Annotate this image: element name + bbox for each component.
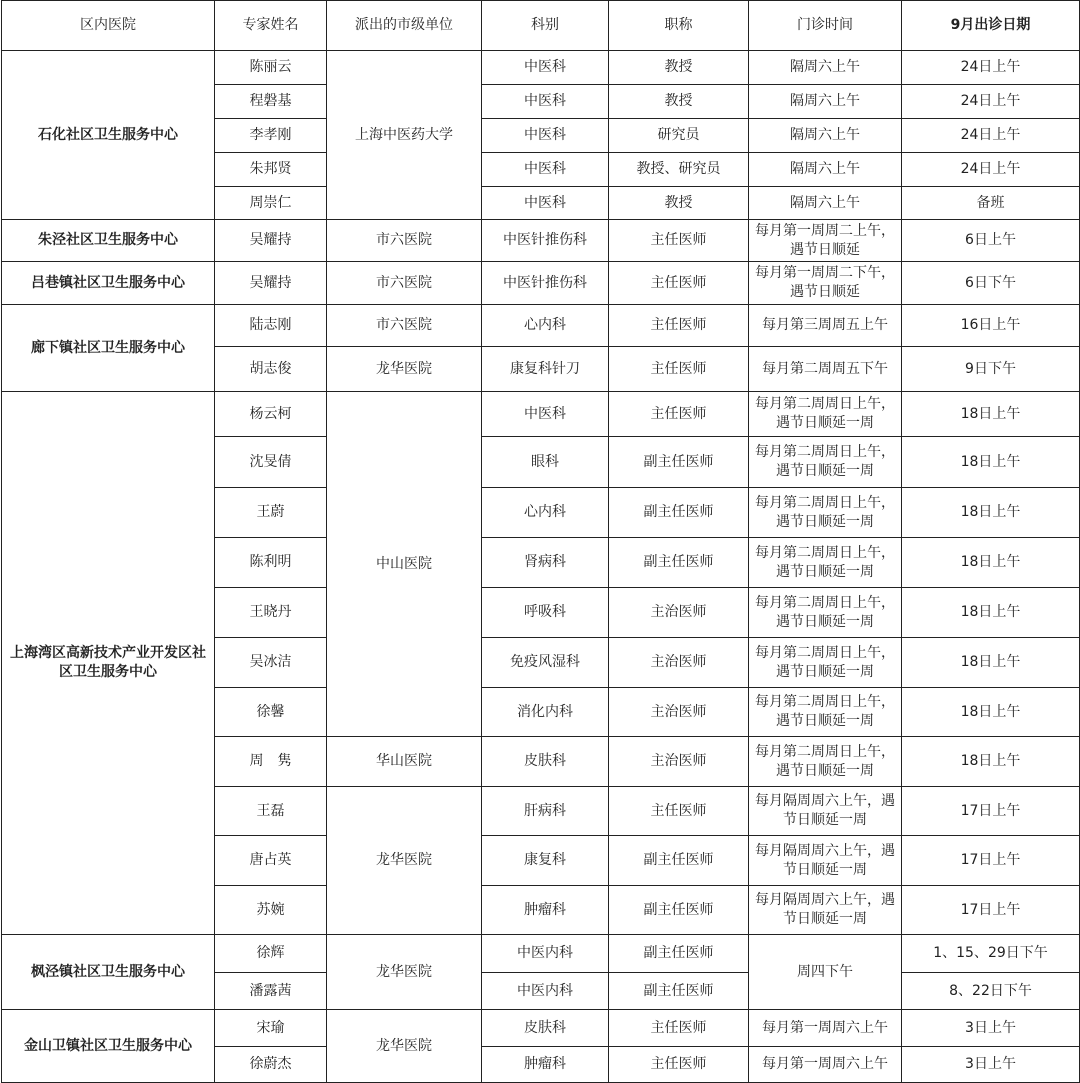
hospital-cell: 金山卫镇社区卫生服务中心 <box>2 1010 215 1083</box>
expert-name-cell: 徐馨 <box>215 688 327 737</box>
expert-name-cell: 陈利明 <box>215 538 327 588</box>
date-cell: 3日上午 <box>902 1010 1080 1047</box>
title-cell: 教授、研究员 <box>609 153 749 187</box>
department-cell: 消化内科 <box>482 688 609 737</box>
dispatch-unit-cell: 龙华医院 <box>327 935 482 1010</box>
expert-name-cell: 潘露茜 <box>215 973 327 1010</box>
department-cell: 心内科 <box>482 488 609 538</box>
clinic-time-cell: 周四下午 <box>749 935 902 1010</box>
clinic-time-cell: 每月第二周周日上午，遇节日顺延一周 <box>749 588 902 638</box>
title-cell: 主任医师 <box>609 392 749 437</box>
hospital-cell: 上海湾区高新技术产业开发区社区卫生服务中心 <box>2 392 215 935</box>
expert-name-cell: 周 隽 <box>215 737 327 787</box>
table-row <box>2 392 1080 437</box>
title-cell: 研究员 <box>609 119 749 153</box>
clinic-time-cell: 每月第二周周日上午，遇节日顺延一周 <box>749 437 902 488</box>
dispatch-unit-cell: 华山医院 <box>327 737 482 787</box>
header-department: 科别 <box>482 1 609 51</box>
table-row <box>2 51 1080 85</box>
expert-name-cell: 程磐基 <box>215 85 327 119</box>
title-cell: 主治医师 <box>609 588 749 638</box>
hospital-cell: 吕巷镇社区卫生服务中心 <box>2 262 215 305</box>
header-september-date: 9月出诊日期 <box>902 1 1080 51</box>
table-row <box>2 262 1080 305</box>
dispatch-unit-cell: 上海中医药大学 <box>327 51 482 220</box>
title-cell: 副主任医师 <box>609 935 749 973</box>
date-cell: 8、22日下午 <box>902 973 1080 1010</box>
header-title: 职称 <box>609 1 749 51</box>
title-cell: 副主任医师 <box>609 973 749 1010</box>
date-cell: 24日上午 <box>902 153 1080 187</box>
header-expert-name: 专家姓名 <box>215 1 327 51</box>
table-row <box>2 305 1080 347</box>
date-cell: 9日下午 <box>902 347 1080 392</box>
date-cell: 18日上午 <box>902 437 1080 488</box>
expert-name-cell: 朱邦贤 <box>215 153 327 187</box>
date-cell: 3日上午 <box>902 1047 1080 1083</box>
clinic-time-cell: 隔周六上午 <box>749 153 902 187</box>
table-row <box>2 220 1080 262</box>
clinic-time-cell: 每月第一周周二上午，遇节日顺延 <box>749 220 902 262</box>
clinic-time-cell: 每月第二周周日上午，遇节日顺延一周 <box>749 688 902 737</box>
title-cell: 主治医师 <box>609 688 749 737</box>
expert-name-cell: 陆志刚 <box>215 305 327 347</box>
expert-name-cell: 唐占英 <box>215 836 327 886</box>
date-cell: 17日上午 <box>902 836 1080 886</box>
department-cell: 中医科 <box>482 187 609 220</box>
department-cell: 中医针推伤科 <box>482 262 609 305</box>
clinic-time-cell: 隔周六上午 <box>749 119 902 153</box>
dispatch-unit-cell: 龙华医院 <box>327 787 482 935</box>
title-cell: 主任医师 <box>609 1047 749 1083</box>
header-clinic-time: 门诊时间 <box>749 1 902 51</box>
department-cell: 肿瘤科 <box>482 1047 609 1083</box>
department-cell: 康复科 <box>482 836 609 886</box>
title-cell: 主任医师 <box>609 347 749 392</box>
expert-name-cell: 王晓丹 <box>215 588 327 638</box>
date-cell: 6日上午 <box>902 220 1080 262</box>
department-cell: 皮肤科 <box>482 1010 609 1047</box>
expert-name-cell: 吴耀持 <box>215 262 327 305</box>
table-row <box>2 935 1080 973</box>
department-cell: 肾病科 <box>482 538 609 588</box>
title-cell: 副主任医师 <box>609 538 749 588</box>
date-cell: 16日上午 <box>902 305 1080 347</box>
clinic-time-cell: 隔周六上午 <box>749 187 902 220</box>
clinic-time-cell: 每月隔周周六上午，遇节日顺延一周 <box>749 787 902 836</box>
expert-name-cell: 宋瑜 <box>215 1010 327 1047</box>
expert-name-cell: 胡志俊 <box>215 347 327 392</box>
date-cell: 备班 <box>902 187 1080 220</box>
title-cell: 主任医师 <box>609 305 749 347</box>
hospital-cell: 朱泾社区卫生服务中心 <box>2 220 215 262</box>
expert-name-cell: 苏婉 <box>215 886 327 935</box>
department-cell: 中医科 <box>482 153 609 187</box>
department-cell: 肿瘤科 <box>482 886 609 935</box>
clinic-time-cell: 每月第二周周日上午，遇节日顺延一周 <box>749 538 902 588</box>
hospital-cell: 廊下镇社区卫生服务中心 <box>2 305 215 392</box>
table-row <box>2 1010 1080 1047</box>
title-cell: 主治医师 <box>609 737 749 787</box>
date-cell: 24日上午 <box>902 119 1080 153</box>
date-cell: 18日上午 <box>902 488 1080 538</box>
title-cell: 副主任医师 <box>609 836 749 886</box>
department-cell: 中医科 <box>482 51 609 85</box>
title-cell: 教授 <box>609 187 749 220</box>
department-cell: 免疫风湿科 <box>482 638 609 688</box>
date-cell: 18日上午 <box>902 538 1080 588</box>
title-cell: 副主任医师 <box>609 886 749 935</box>
header-dispatch-unit: 派出的市级单位 <box>327 1 482 51</box>
clinic-time-cell: 每月隔周周六上午，遇节日顺延一周 <box>749 836 902 886</box>
expert-name-cell: 吴耀持 <box>215 220 327 262</box>
expert-name-cell: 王磊 <box>215 787 327 836</box>
department-cell: 心内科 <box>482 305 609 347</box>
expert-name-cell: 吴冰洁 <box>215 638 327 688</box>
clinic-time-cell: 每月第一周周二下午，遇节日顺延 <box>749 262 902 305</box>
clinic-time-cell: 隔周六上午 <box>749 85 902 119</box>
date-cell: 24日上午 <box>902 85 1080 119</box>
expert-name-cell: 李孝刚 <box>215 119 327 153</box>
header-row <box>2 1 1080 51</box>
clinic-time-cell: 每月第二周周五下午 <box>749 347 902 392</box>
clinic-time-cell: 每月第三周周五上午 <box>749 305 902 347</box>
date-cell: 18日上午 <box>902 737 1080 787</box>
clinic-schedule-table <box>1 0 1080 1083</box>
date-cell: 18日上午 <box>902 638 1080 688</box>
date-cell: 18日上午 <box>902 688 1080 737</box>
title-cell: 教授 <box>609 51 749 85</box>
date-cell: 18日上午 <box>902 392 1080 437</box>
clinic-time-cell: 隔周六上午 <box>749 51 902 85</box>
department-cell: 肝病科 <box>482 787 609 836</box>
expert-name-cell: 徐辉 <box>215 935 327 973</box>
date-cell: 1、15、29日下午 <box>902 935 1080 973</box>
dispatch-unit-cell: 市六医院 <box>327 220 482 262</box>
hospital-cell: 石化社区卫生服务中心 <box>2 51 215 220</box>
date-cell: 18日上午 <box>902 588 1080 638</box>
title-cell: 主任医师 <box>609 262 749 305</box>
department-cell: 中医科 <box>482 392 609 437</box>
title-cell: 主任医师 <box>609 787 749 836</box>
date-cell: 17日上午 <box>902 886 1080 935</box>
department-cell: 中医科 <box>482 85 609 119</box>
expert-name-cell: 徐蔚杰 <box>215 1047 327 1083</box>
expert-name-cell: 杨云柯 <box>215 392 327 437</box>
clinic-time-cell: 每月第二周周日上午，遇节日顺延一周 <box>749 392 902 437</box>
dispatch-unit-cell: 市六医院 <box>327 305 482 347</box>
date-cell: 6日下午 <box>902 262 1080 305</box>
title-cell: 副主任医师 <box>609 437 749 488</box>
clinic-time-cell: 每月第二周周日上午，遇节日顺延一周 <box>749 737 902 787</box>
department-cell: 皮肤科 <box>482 737 609 787</box>
dispatch-unit-cell: 龙华医院 <box>327 347 482 392</box>
department-cell: 中医内科 <box>482 935 609 973</box>
expert-name-cell: 周崇仁 <box>215 187 327 220</box>
date-cell: 17日上午 <box>902 787 1080 836</box>
date-cell: 24日上午 <box>902 51 1080 85</box>
department-cell: 中医内科 <box>482 973 609 1010</box>
header-hospital: 区内医院 <box>2 1 215 51</box>
clinic-time-cell: 每月隔周周六上午，遇节日顺延一周 <box>749 886 902 935</box>
department-cell: 眼科 <box>482 437 609 488</box>
clinic-time-cell: 每月第一周周六上午 <box>749 1010 902 1047</box>
title-cell: 主任医师 <box>609 1010 749 1047</box>
title-cell: 副主任医师 <box>609 488 749 538</box>
title-cell: 教授 <box>609 85 749 119</box>
dispatch-unit-cell: 市六医院 <box>327 262 482 305</box>
dispatch-unit-cell: 中山医院 <box>327 392 482 737</box>
department-cell: 康复科针刀 <box>482 347 609 392</box>
department-cell: 中医针推伤科 <box>482 220 609 262</box>
clinic-time-cell: 每月第二周周日上午，遇节日顺延一周 <box>749 488 902 538</box>
expert-name-cell: 沈旻倩 <box>215 437 327 488</box>
hospital-cell: 枫泾镇社区卫生服务中心 <box>2 935 215 1010</box>
dispatch-unit-cell: 龙华医院 <box>327 1010 482 1083</box>
title-cell: 主治医师 <box>609 638 749 688</box>
expert-name-cell: 陈丽云 <box>215 51 327 85</box>
department-cell: 呼吸科 <box>482 588 609 638</box>
expert-name-cell: 王蔚 <box>215 488 327 538</box>
department-cell: 中医科 <box>482 119 609 153</box>
clinic-time-cell: 每月第一周周六上午 <box>749 1047 902 1083</box>
clinic-time-cell: 每月第二周周日上午，遇节日顺延一周 <box>749 638 902 688</box>
title-cell: 主任医师 <box>609 220 749 262</box>
